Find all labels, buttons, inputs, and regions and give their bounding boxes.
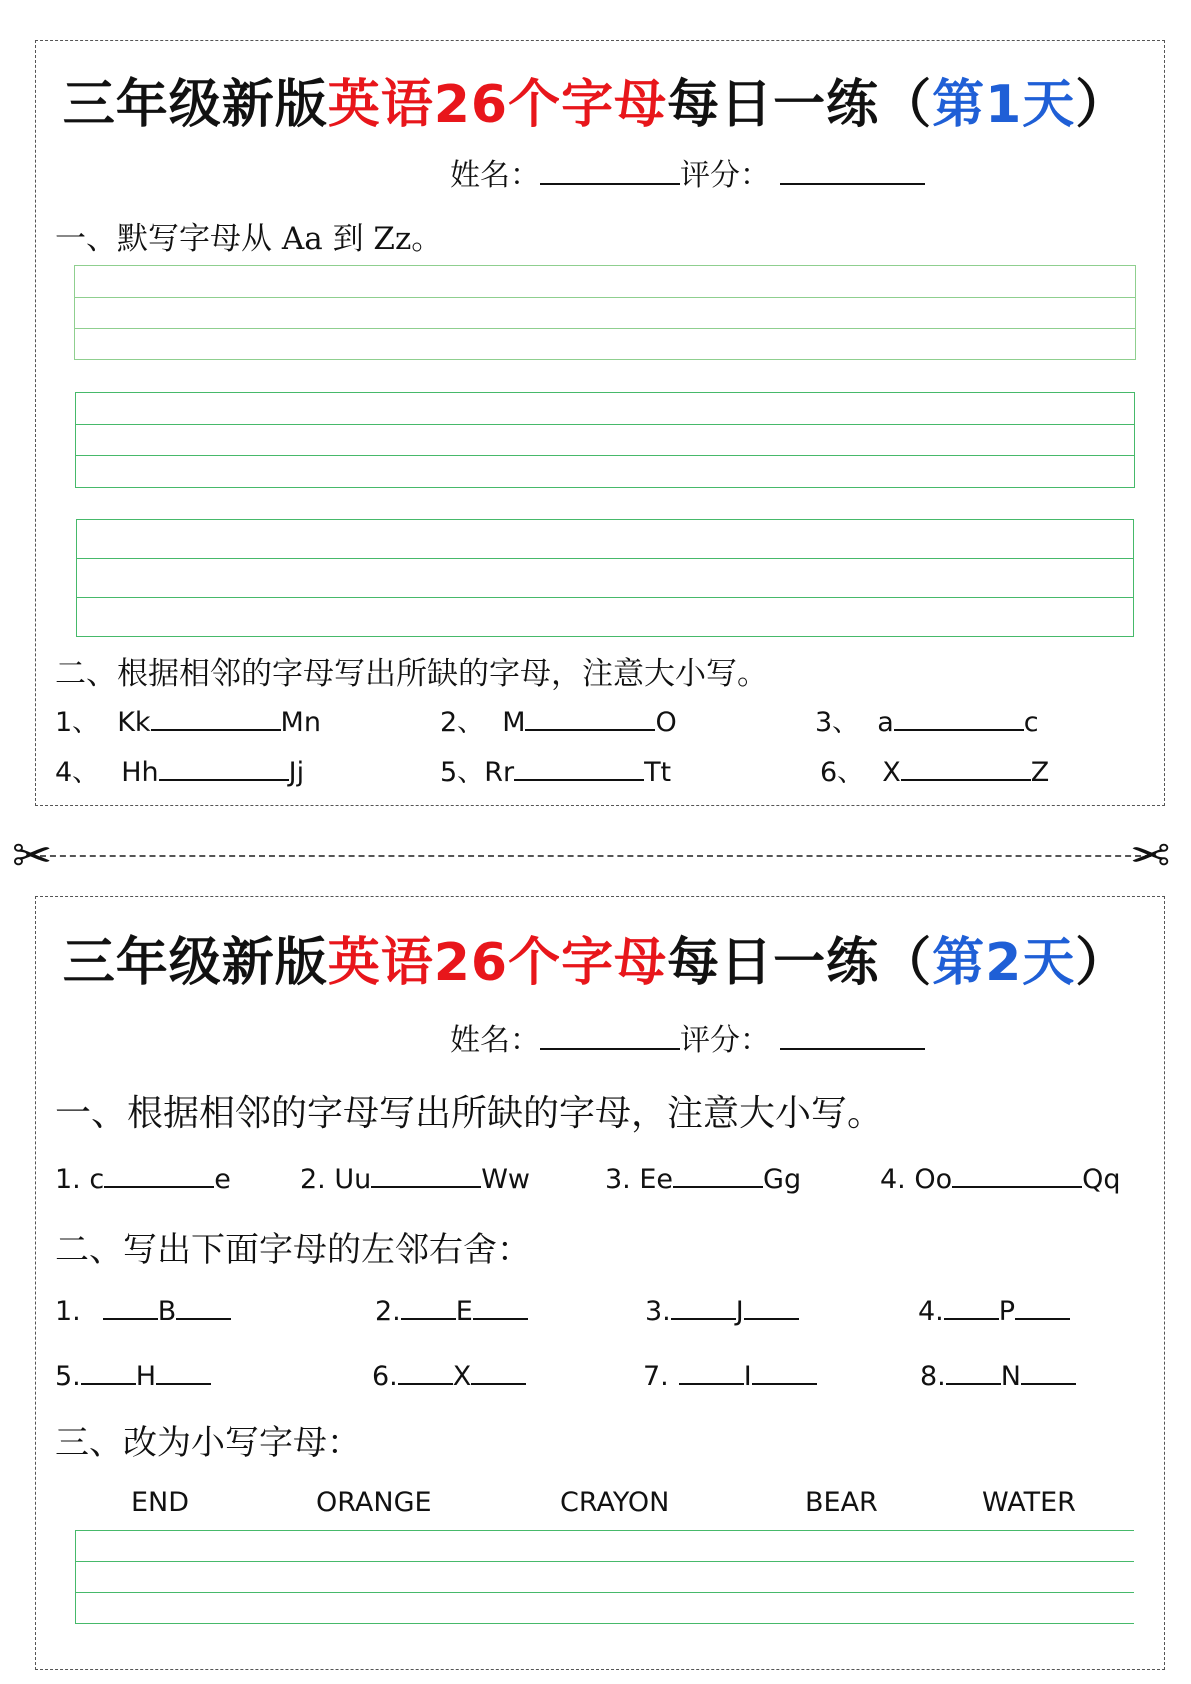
exercise-item: 1、 Kk Mn [55,700,321,739]
name-field[interactable] [540,1020,680,1050]
exercise-item: 6、 X Z [820,750,1049,789]
word-label: CRAYON [560,1487,670,1518]
neighbor-item: 4. P [918,1290,1070,1327]
word-label: ORANGE [316,1487,432,1518]
exercise-item: 4、 Hh Jj [55,750,304,789]
answer-blank[interactable] [952,1158,1082,1188]
worksheet-title-day2: 三年级新版英语26个字母每日一练（第2天） [62,933,1129,993]
answer-blank[interactable] [151,701,281,731]
neighbor-item: 2. E [375,1290,528,1327]
worksheet-title-day1: 三年级新版英语26个字母每日一练（第1天） [62,75,1129,135]
section-heading: 一、默写字母从 Aa 到 Zz。 [55,221,443,257]
answer-blank[interactable] [514,751,644,781]
answer-blank[interactable] [894,701,1024,731]
neighbor-item: 1. B [55,1290,231,1327]
name-label: 姓名： [450,158,540,193]
exercise-item: 3、 a c [815,700,1039,739]
answer-blank[interactable] [104,1158,214,1188]
exercise-item: 5、Rr Tt [440,750,671,789]
exercise-item: 1. c e [55,1158,231,1195]
neighbor-item: 6. X [372,1355,526,1392]
writing-lines-2[interactable] [75,392,1135,488]
writing-lines-3[interactable] [76,519,1134,637]
exercise-item: 3. Ee Gg [605,1158,801,1195]
cut-line [40,855,1151,857]
scissors-icon: ✂ [1130,828,1171,884]
answer-blank[interactable] [673,1158,763,1188]
answer-blank[interactable] [525,701,655,731]
neighbor-item: 7. I [643,1355,817,1392]
writing-lines-1[interactable] [74,265,1136,360]
exercise-item: 2. Uu Ww [300,1158,530,1195]
score-field[interactable] [780,1020,925,1050]
neighbor-item: 8. N [920,1355,1076,1392]
word-label: END [131,1487,190,1518]
word-label: BEAR [805,1487,878,1518]
writing-lines-4[interactable] [75,1530,1134,1624]
answer-blank[interactable] [901,751,1031,781]
score-field[interactable] [780,155,925,185]
exercise-item: 4. Oo Qq [880,1158,1121,1195]
word-label: WATER [982,1487,1076,1518]
section-heading: 一、根据相邻的字母写出所缺的字母，注意大小写。 [55,1093,884,1134]
name-score-row [450,1015,925,1059]
section-heading: 三、改为小写字母： [55,1423,361,1463]
name-field[interactable] [540,155,680,185]
answer-blank[interactable] [159,751,289,781]
neighbor-item: 3. J [645,1290,799,1327]
neighbor-item: 5. H [55,1355,211,1392]
section-heading: 二、写出下面字母的左邻右舍： [55,1230,531,1270]
scissors-icon: ✂ [12,828,53,884]
name-label: 姓名： [450,1023,540,1058]
name-score-row [450,150,925,194]
score-label: 评分： [680,1023,770,1058]
score-label: 评分： [680,158,770,193]
answer-blank[interactable] [371,1158,481,1188]
exercise-item: 2、 M O [440,700,677,739]
section-heading: 二、根据相邻的字母写出所缺的字母，注意大小写。 [55,656,768,692]
